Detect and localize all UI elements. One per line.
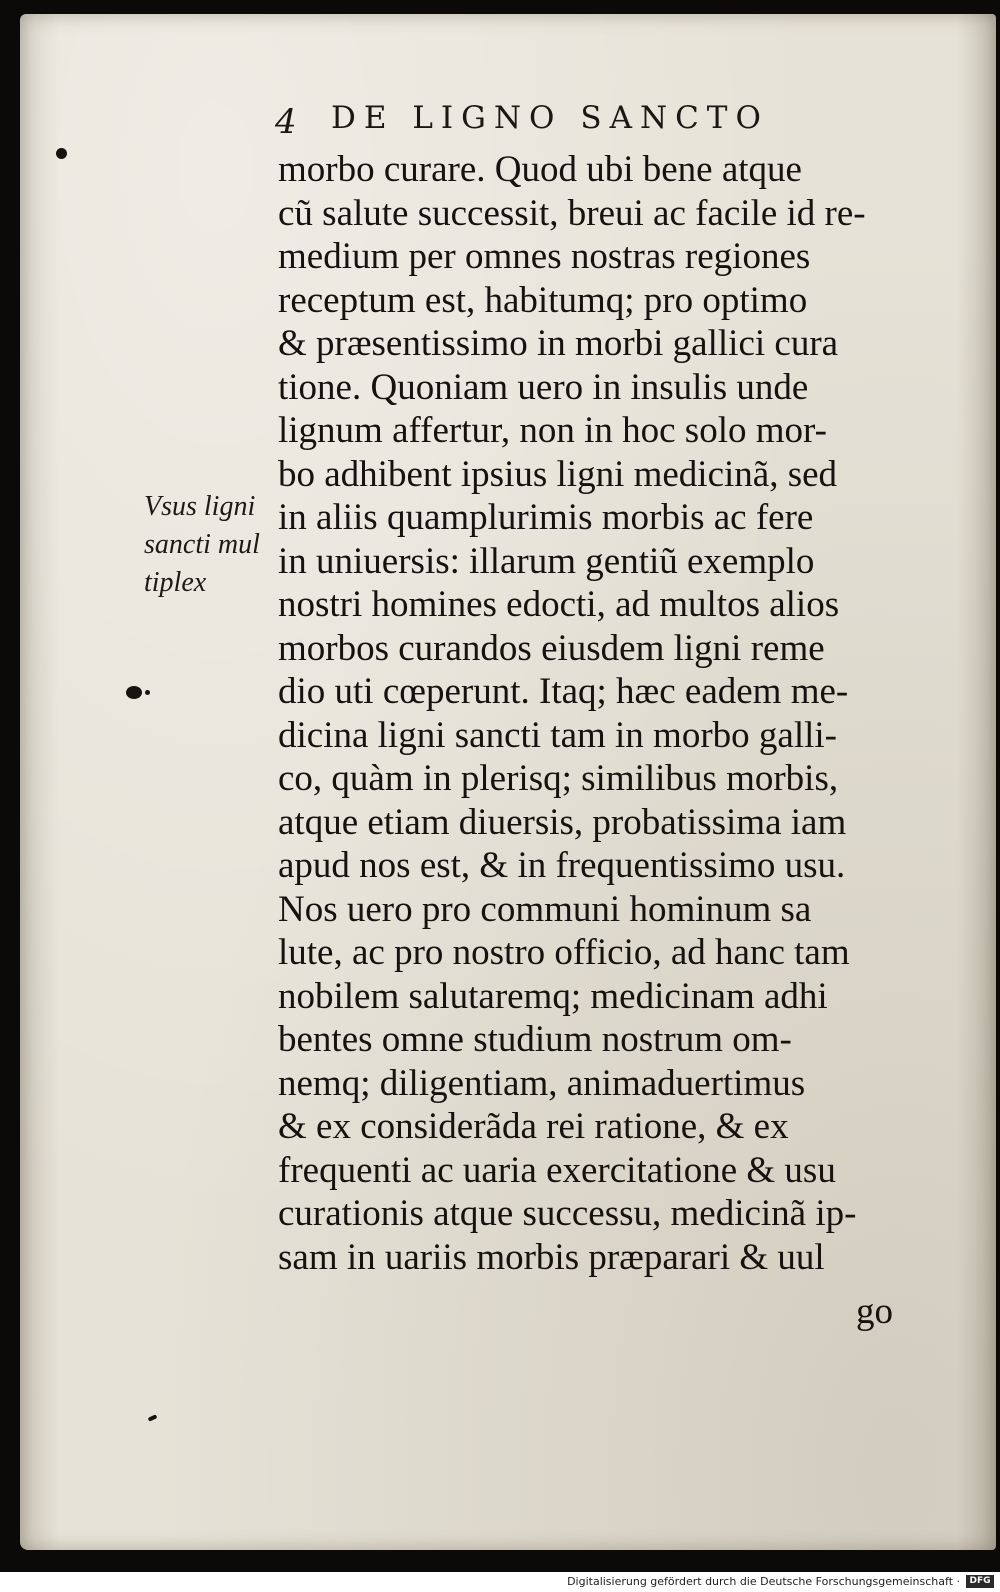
running-head: [275, 100, 835, 144]
book-page: [20, 14, 996, 1550]
text-line: Nos uero pro communi hominum sa: [278, 888, 812, 930]
dfg-logo: DFG: [966, 1575, 994, 1588]
ink-spot: [145, 690, 150, 695]
text-line: morbo curare. Quod ubi bene atque: [278, 149, 802, 190]
text-line: frequenti ac uaria exercitatione & usu: [278, 1149, 836, 1191]
ink-spot: [126, 686, 142, 699]
text-line: morbos curandos eiusdem ligni reme: [278, 627, 825, 669]
text-line: bentes omne studium nostrum om-: [278, 1019, 792, 1060]
page-number: 4: [275, 102, 297, 142]
text-line: curationis atque successu, medicinã ip-: [278, 1193, 857, 1234]
footer-bar: [0, 1572, 1000, 1592]
text-line: dicina ligni sancti tam in morbo galli-: [278, 714, 837, 756]
text-line: in aliis quamplurimis morbis ac fere: [278, 497, 814, 538]
funding-credit: Digitalisierung gefördert durch die Deutsche Forschungsgemeinschaft ·: [567, 1575, 960, 1588]
text-line: apud nos est, & in frequentissimo usu.: [278, 845, 846, 886]
text-line: bo adhibent ipsius ligni medicinã, sed: [278, 453, 838, 495]
text-line: lignum affertur, non in hoc solo mor-: [278, 410, 827, 451]
text-line: receptum est, habitumq; pro optimo: [278, 279, 808, 321]
text-line: sam in uariis morbis præparari & uul: [278, 1236, 825, 1278]
text-line: lute, ac pro nostro officio, ad hanc tam: [278, 932, 850, 973]
text-line: tione. Quoniam uero in insulis unde: [278, 366, 809, 408]
catchword: go: [856, 1291, 893, 1332]
text-line: nobilem salutaremq; medicinam adhi: [278, 975, 828, 1017]
text-line: dio uti cœperunt. Itaq; hæc eadem me-: [278, 671, 849, 712]
running-title: DE LIGNO SANCTO: [331, 100, 769, 136]
ink-spot: [148, 1414, 158, 1421]
marginal-note-line: tiplex: [144, 567, 207, 598]
text-line: atque etiam diuersis, probatissima iam: [278, 801, 847, 843]
ink-spot: [56, 148, 67, 159]
text-line: in uniuersis: illarum gentiũ exemplo: [278, 540, 815, 582]
marginal-note-line: sancti mul: [144, 529, 260, 560]
text-line: nostri homines edocti, ad multos alios: [278, 584, 840, 625]
text-line: medium per omnes nostras regiones: [278, 236, 811, 277]
text-line: co, quàm in plerisq; similibus morbis,: [278, 758, 839, 799]
text-line: cũ salute successit, breui ac facile id re-: [278, 192, 866, 234]
text-line: & præsentissimo in morbi gallici cura: [278, 323, 839, 364]
marginal-note: [144, 488, 274, 602]
body-text: [278, 148, 903, 1279]
text-line: nemq; diligentiam, animaduertimus: [278, 1062, 806, 1104]
text-line: & ex considerãda rei ratione, & ex: [278, 1106, 789, 1147]
marginal-note-line: Vsus ligni: [144, 491, 256, 522]
